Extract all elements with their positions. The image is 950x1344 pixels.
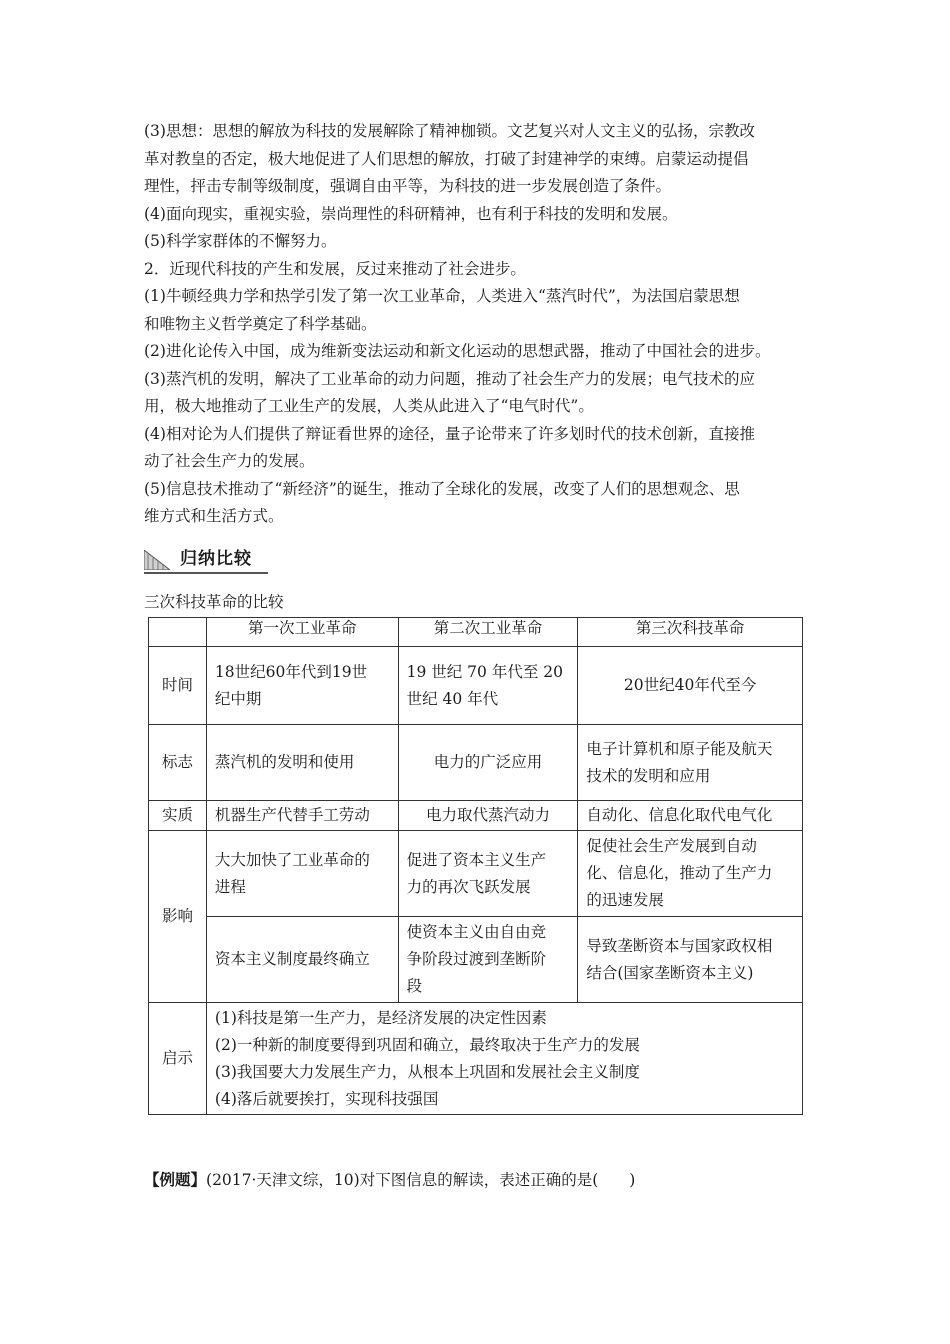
header-cell: 第三次科技革命: [578, 618, 803, 647]
table-cell: 机器生产代替手工劳动: [206, 801, 398, 831]
table-row-essence: [149, 801, 803, 831]
paragraph-line: 和唯物主义哲学奠定了科学基础。: [144, 314, 377, 333]
cell-line: 化、信息化，推动了生产力: [586, 864, 773, 882]
cell-line: 力的再次飞跃发展: [406, 877, 531, 896]
table-cell: [578, 917, 803, 1003]
paragraph-line: (5)信息技术推动了“新经济”的诞生，推动了全球化的发展，改变了人们的思想观念、思: [144, 479, 740, 498]
cell-line: 使资本主义由自由竞: [406, 923, 547, 941]
table-cell: [206, 1003, 802, 1115]
paragraph-line: (3)思想：思想的解放为科技的发展解除了精神枷锁。文艺复兴对人文主义的弘扬，宗教改: [144, 122, 755, 140]
cell-line: 的迅速发展: [586, 891, 664, 909]
cell-line: 技术的发明和应用: [586, 766, 711, 785]
inspire-item: (2)一种新的制度要得到巩固和确立，最终取决于生产力的发展: [214, 1035, 640, 1054]
section-underline: [144, 572, 268, 574]
example-text: (2017·天津文综，10)对下图信息的解读，表述正确的是( ): [206, 1171, 636, 1189]
section-heading: [144, 548, 824, 574]
cell-line: 促使社会生产发展到自动: [586, 837, 757, 855]
paragraph-line: 2．近现代科技的产生和发展，反过来推动了社会进步。: [144, 259, 526, 278]
cell-line: 大大加快了工业革命的: [214, 850, 370, 869]
table-cell: [398, 831, 578, 917]
table-cell: [206, 831, 398, 917]
paragraph-line: (2)进化论传入中国，成为维新变法运动和新文化运动的思想武器，推动了中国社会的进步。: [144, 342, 771, 360]
header-cell-empty: [149, 618, 207, 647]
inspire-item: (1)科技是第一生产力，是经济发展的决定性因素: [214, 1008, 547, 1027]
cell-line: 世纪 40 年代: [406, 689, 499, 708]
cell-line: 促进了资本主义生产: [406, 850, 547, 869]
table-cell: 资本主义制度最终确立: [206, 917, 398, 1003]
table-caption: 三次科技革命的比较: [144, 593, 284, 611]
comparison-table: [148, 617, 803, 1115]
cell-line: 段: [406, 977, 423, 995]
example-tag: 【例题】: [144, 1170, 207, 1189]
row-label: 实质: [149, 801, 207, 831]
table-row-inspire: [149, 1003, 803, 1115]
table-cell: [206, 647, 398, 725]
paragraph-line: (3)蒸汽机的发明，解决了工业革命的动力问题，推动了社会生产力的发展；电气技术的应: [144, 369, 755, 388]
cell-line: 19 世纪 70 年代至 20: [406, 662, 563, 681]
table-cell: 蒸汽机的发明和使用: [206, 725, 398, 801]
section-title: 归纳比较: [180, 549, 252, 569]
paragraph-line: 动了社会生产力的发展。: [144, 452, 315, 470]
cell-line: 18世纪60年代到19世: [214, 662, 368, 681]
table-cell: 自动化、信息化取代电气化: [578, 801, 803, 831]
table-row-impact-1: [149, 831, 803, 917]
cell-line: 导致垄断资本与国家政权相: [586, 936, 773, 955]
table-header-row: [149, 618, 803, 647]
row-label: 时间: [149, 647, 207, 725]
example-question: [144, 1168, 635, 1192]
table-row-time: [149, 647, 803, 725]
cell-line: 进程: [214, 877, 246, 896]
table-cell: 20世纪40年代至今: [578, 647, 803, 725]
paragraph-line: (4)面向现实，重视实验，崇尚理性的科研精神，也有利于科技的发明和发展。: [144, 204, 678, 223]
table-row-mark: [149, 725, 803, 801]
paragraph-line: 维方式和生活方式。: [144, 507, 284, 525]
inspire-item: (3)我国要大力发展生产力，从根本上巩固和发展社会主义制度: [214, 1062, 640, 1081]
header-cell: 第二次工业革命: [398, 618, 578, 647]
table-row-impact-2: [149, 917, 803, 1003]
table-cell: 电力取代蒸汽动力: [398, 801, 578, 831]
table-cell: [398, 647, 578, 725]
table-cell: [578, 831, 803, 917]
paragraph-line: (1)牛顿经典力学和热学引发了第一次工业革命，人类进入“蒸汽时代”，为法国启蒙思想: [144, 287, 740, 305]
cell-line: 结合(国家垄断资本主义): [586, 963, 754, 982]
table-cell: 电力的广泛应用: [398, 725, 578, 801]
header-cell: 第一次工业革命: [206, 618, 398, 647]
paragraph-line: (4)相对论为人们提供了辩证看世界的途径，量子论带来了许多划时代的技术创新，直接推: [144, 424, 755, 443]
table-cell: [578, 725, 803, 801]
row-label: 影响: [149, 831, 207, 1003]
paragraph-line: 用，极大地推动了工业生产的发展，人类从此进入了“电气时代”。: [144, 397, 594, 415]
cell-line: 电子计算机和原子能及航天: [586, 739, 773, 758]
row-label: 标志: [149, 725, 207, 801]
cell-line: 争阶段过渡到垄断阶: [406, 950, 547, 968]
cell-line: 纪中期: [214, 689, 262, 708]
body-text: [144, 118, 824, 531]
hatched-triangle-icon: [144, 550, 170, 570]
paragraph-line: (5)科学家群体的不懈努力。: [144, 232, 337, 250]
paragraph-line: 革对教皇的否定，极大地促进了人们思想的解放，打破了封建神学的束缚。启蒙运动提倡: [144, 149, 749, 168]
table-cell: [398, 917, 578, 1003]
inspire-item: (4)落后就要挨打，实现科技强国: [214, 1089, 439, 1108]
row-label: 启示: [149, 1003, 207, 1115]
paragraph-line: 理性，抨击专制等级制度，强调自由平等，为科技的进一步发展创造了条件。: [144, 177, 672, 195]
